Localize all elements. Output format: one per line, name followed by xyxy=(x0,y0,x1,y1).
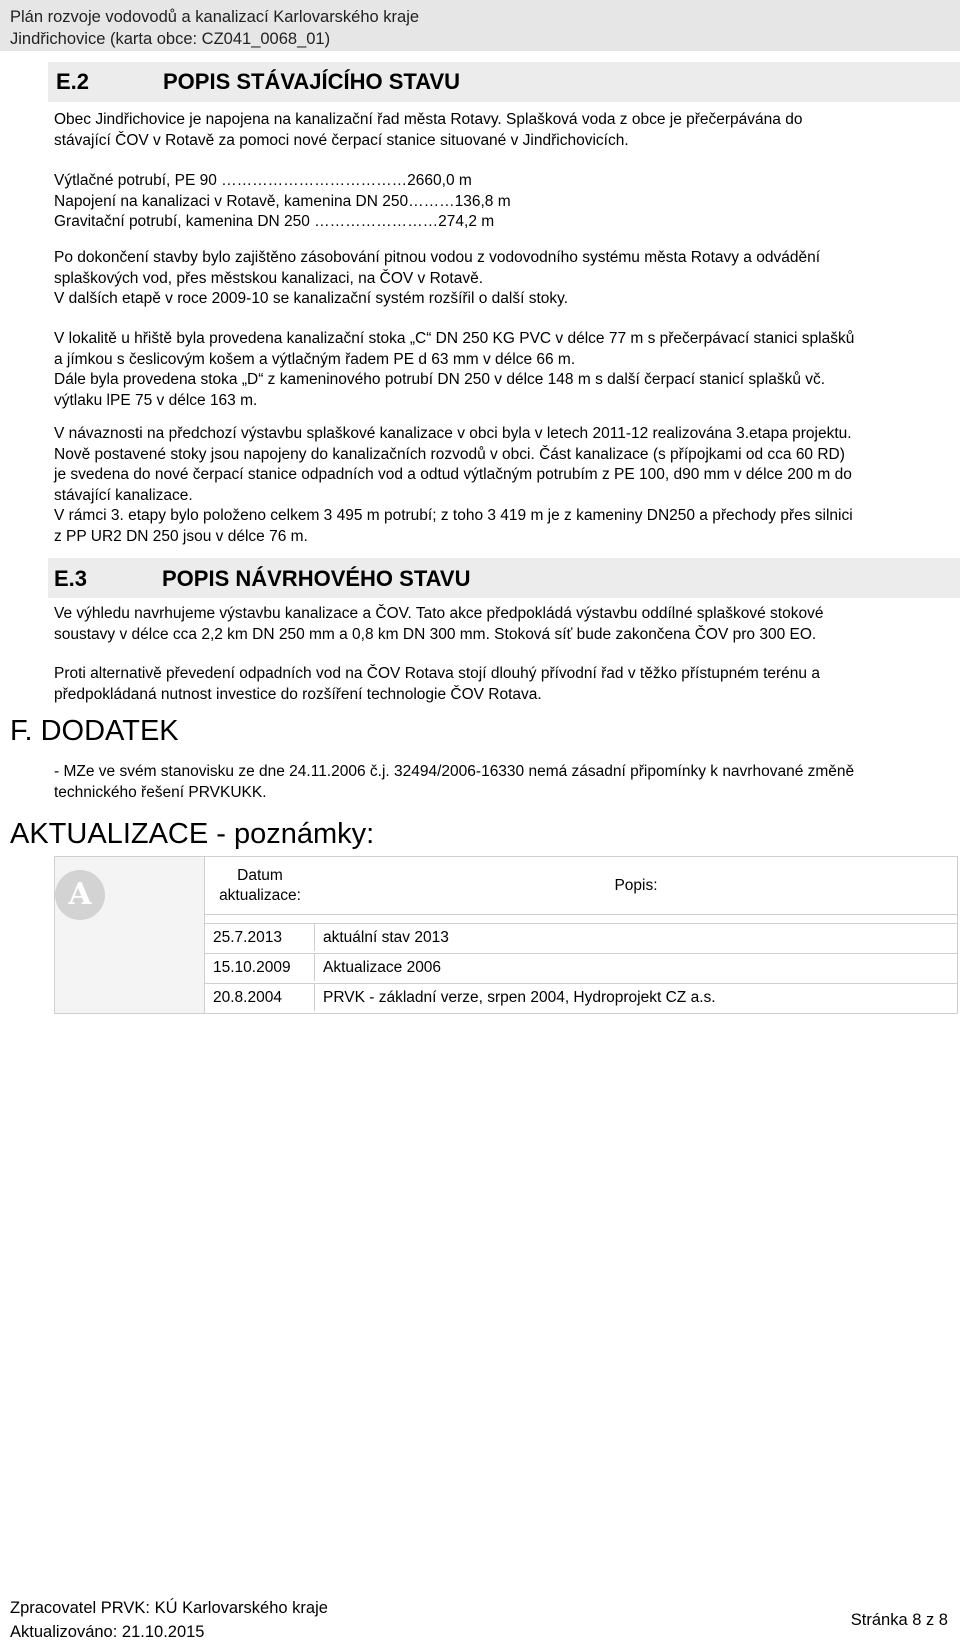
page-footer xyxy=(10,1596,328,1644)
text-line: V lokalitě u hřiště byla provedena kanalizační stoka „C“ DN 250 KG PVC v délce 77 m s přečerpávací stanici splašků xyxy=(54,330,855,347)
text-line: Nově postavené stoky jsou napojeny do kanalizačních rozvodů v obci. Část kanalizace (s přípojkami od cca 60 RD) xyxy=(54,445,845,463)
row-desc: PRVK - základní verze, srpen 2004, Hydroprojekt CZ a.s. xyxy=(323,989,716,1006)
text-line: Dále byla provedena stoka „D“ z kameninového potrubí DN 250 v délce 148 m s další čerpací stanicí splašků vč. xyxy=(54,371,826,388)
e2-para2 xyxy=(54,329,954,411)
aktualizace-table xyxy=(54,856,958,1014)
e2-para1 xyxy=(54,248,954,310)
logo-cell xyxy=(55,857,205,1013)
section-e2-heading xyxy=(48,62,960,102)
table-row xyxy=(205,923,957,951)
header-subtitle: Jindřichovice (karta obce: CZ041_0068_01) xyxy=(10,30,331,48)
page-number: Stránka 8 z 8 xyxy=(850,1611,948,1629)
table-row xyxy=(205,953,957,981)
column-header-desc: Popis: xyxy=(315,857,957,915)
text-line: z PP UR2 DN 250 jsou v délce 76 m. xyxy=(54,527,308,545)
e2-pipes-list xyxy=(54,171,954,233)
section-e2-title: POPIS STÁVAJÍCÍHO STAVU xyxy=(163,69,461,94)
column-header-date-line2: aktualizace: xyxy=(219,886,301,904)
row-date: 15.10.2009 xyxy=(205,954,315,981)
text-line: a jímkou s česlicovým košem a výtlačným řadem PE d 63 mm v délce 66 m. xyxy=(54,350,576,368)
table-row xyxy=(205,983,957,1011)
text-line: výtlaku lPE 75 v délce 163 m. xyxy=(54,391,258,409)
text-line: Proti alternativě převedení odpadních vod na ČOV Rotava stojí dlouhý přívodní řad v těžko přístupném terénu a xyxy=(54,665,820,682)
column-header-date xyxy=(205,857,315,915)
text-line: je svedena do nové čerpací stanice odpadních vod a odtud výtlačným potrubím z PE 100, d90 mm v délce 200 m do xyxy=(54,466,852,483)
text-line: splaškových vod, přes městskou kanalizaci, na ČOV v Rotavě. xyxy=(54,269,484,287)
text-line: stávající kanalizace. xyxy=(54,486,193,504)
section-e2-number: E.2 xyxy=(56,69,90,94)
pipe-item: Napojení na kanalizaci v Rotavě, kamenina DN 250………136,8 m xyxy=(54,192,511,210)
footer-updated: Aktualizováno: 21.10.2015 xyxy=(10,1623,205,1641)
text-line: - MZe ve svém stanovisku ze dne 24.11.2006 č.j. 32494/2006-16330 nemá zásadní připomínky k navrhované změně xyxy=(54,763,855,780)
section-e3-heading xyxy=(48,558,960,598)
text-line: V rámci 3. etapy bylo položeno celkem 3 495 m potrubí; z toho 3 419 m je z kameniny DN250 a přechody přes silnici xyxy=(54,507,853,524)
column-header-date-line1: Datum xyxy=(237,866,283,884)
aktualizace-logo-icon: A xyxy=(55,870,105,920)
e2-para3 xyxy=(54,424,954,547)
text-line: V dalších etapě v roce 2009-10 se kanalizační systém rozšířil o další stoky. xyxy=(54,290,569,307)
text-line: stávající ČOV v Rotavě za pomoci nové čerpací stanice situované v Jindřichovicích. xyxy=(54,131,629,149)
page-header xyxy=(0,0,960,51)
footer-processor: Zpracovatel PRVK: KÚ Karlovarského kraje xyxy=(10,1599,328,1617)
header-title: Plán rozvoje vodovodů a kanalizací Karlovarského kraje xyxy=(10,8,420,26)
pipe-item: Gravitační potrubí, kamenina DN 250 ……………………274,2 m xyxy=(54,213,495,230)
row-date: 25.7.2013 xyxy=(205,924,315,951)
row-date: 20.8.2004 xyxy=(205,984,315,1011)
section-f-title: F. DODATEK xyxy=(10,715,179,747)
row-desc: Aktualizace 2006 xyxy=(323,959,442,976)
section-e3-title: POPIS NÁVRHOVÉHO STAVU xyxy=(162,566,471,591)
text-line: Obec Jindřichovice je napojena na kanalizační řad města Rotavy. Splašková voda z obce je přečerpávána do xyxy=(54,111,803,128)
text-line: předpokládaná nutnost investice do rozšíření technologie ČOV Rotava. xyxy=(54,685,542,703)
text-line: soustavy v délce cca 2,2 km DN 250 mm a 0,8 km DN 300 mm. Stoková síť bude zakončena ČOV pro 300 EO. xyxy=(54,625,817,643)
section-f-text xyxy=(54,762,954,803)
text-line: Ve výhledu navrhujeme výstavbu kanalizace a ČOV. Tato akce předpokládá výstavbu oddílné splaškové stokové xyxy=(54,605,824,622)
pipe-item: Výtlačné potrubí, PE 90 ………………………………2660,0 m xyxy=(54,172,472,189)
aktualizace-title: AKTUALIZACE - poznámky: xyxy=(10,818,375,850)
e3-para1 xyxy=(54,604,954,645)
e3-para2 xyxy=(54,664,954,705)
section-e3-number: E.3 xyxy=(54,566,88,591)
e2-intro xyxy=(54,110,954,151)
text-line: technického řešení PRVKUKK. xyxy=(54,783,267,801)
row-desc: aktuální stav 2013 xyxy=(323,929,449,946)
text-line: Po dokončení stavby bylo zajištěno zásobování pitnou vodou z vodovodního systému města Rotavy a odvádění xyxy=(54,249,821,266)
text-line: V návaznosti na předchozí výstavbu splaškové kanalizace v obci byla v letech 2011-12 realizována 3.etapa projektu. xyxy=(54,425,852,442)
